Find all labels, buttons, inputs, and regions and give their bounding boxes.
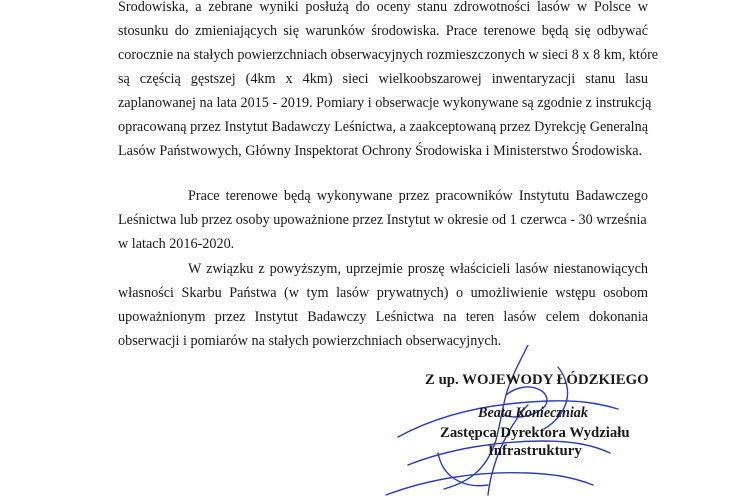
paragraph-3-line-4: obserwacji i pomiarów na stałych powierzchniach obserwacyjnych. [118, 333, 502, 349]
paragraph-3-line-1: W związku z powyższym, uprzejmie proszę właścicieli lasów niestanowiących [188, 261, 648, 277]
paragraph-2-line-3: w latach 2016-2020. [118, 236, 235, 252]
paragraph-1-line-3: corocznie na stałych powierzchniach obserwacyjnych rozmieszczonych w sieci 8 x 8 km, które [118, 47, 659, 63]
handwritten-signature [378, 345, 638, 501]
paragraph-2-line-1: Prace terenowe będą wykonywane przez pracowników Instytutu Badawczego [188, 188, 648, 204]
paragraph-1-line-2: stosunku do zmieniających się warunków środowiska. Prace terenowe będą się odbywać [118, 23, 648, 39]
paragraph-1-line-5: zaplanowanej na lata 2015 - 2019. Pomiary i obserwacje wykonywane są zgodnie z instrukcją [118, 95, 652, 111]
paragraph-1-line-4: są częścią gęstszej (4km x 4km) sieci wielkoobszarowej inwentaryzacji stanu lasu [118, 71, 648, 87]
paragraph-3-line-3: upoważnionym przez Instytut Badawczy Leśnictwa na teren lasów celem dokonania [118, 309, 648, 325]
signature-title-line-1: Zastępca Dyrektora Wydziału [440, 425, 630, 441]
paragraph-2-line-2: Leśnictwa lub przez osoby upoważnione przez Instytut w okresie od 1 czerwca - 30 września [118, 212, 647, 228]
paragraph-3-line-2: własności Skarbu Państwa (w tym lasów prywatnych) o umożliwienie wstępu osobom [118, 285, 648, 301]
signature-authority: Z up. WOJEWODY ŁÓDZKIEGO [425, 372, 649, 388]
paragraph-1-line-7: Lasów Państwowych, Główny Inspektorat Ochrony Środowiska i Ministerstwo Środowiska. [118, 143, 643, 159]
paragraph-1-line-1: Środowiska, a zebrane wyniki posłużą do oceny stanu zdrowotności lasów w Polsce w [118, 0, 648, 15]
signature-name: Beata Konieczniak [478, 405, 588, 421]
paragraph-1-line-6: opracowaną przez Instytut Badawczy Leśnictwa, a zaakceptowaną przez Dyrekcję Generalną [118, 119, 648, 135]
signature-title-line-2: Infrastruktury [488, 443, 582, 459]
